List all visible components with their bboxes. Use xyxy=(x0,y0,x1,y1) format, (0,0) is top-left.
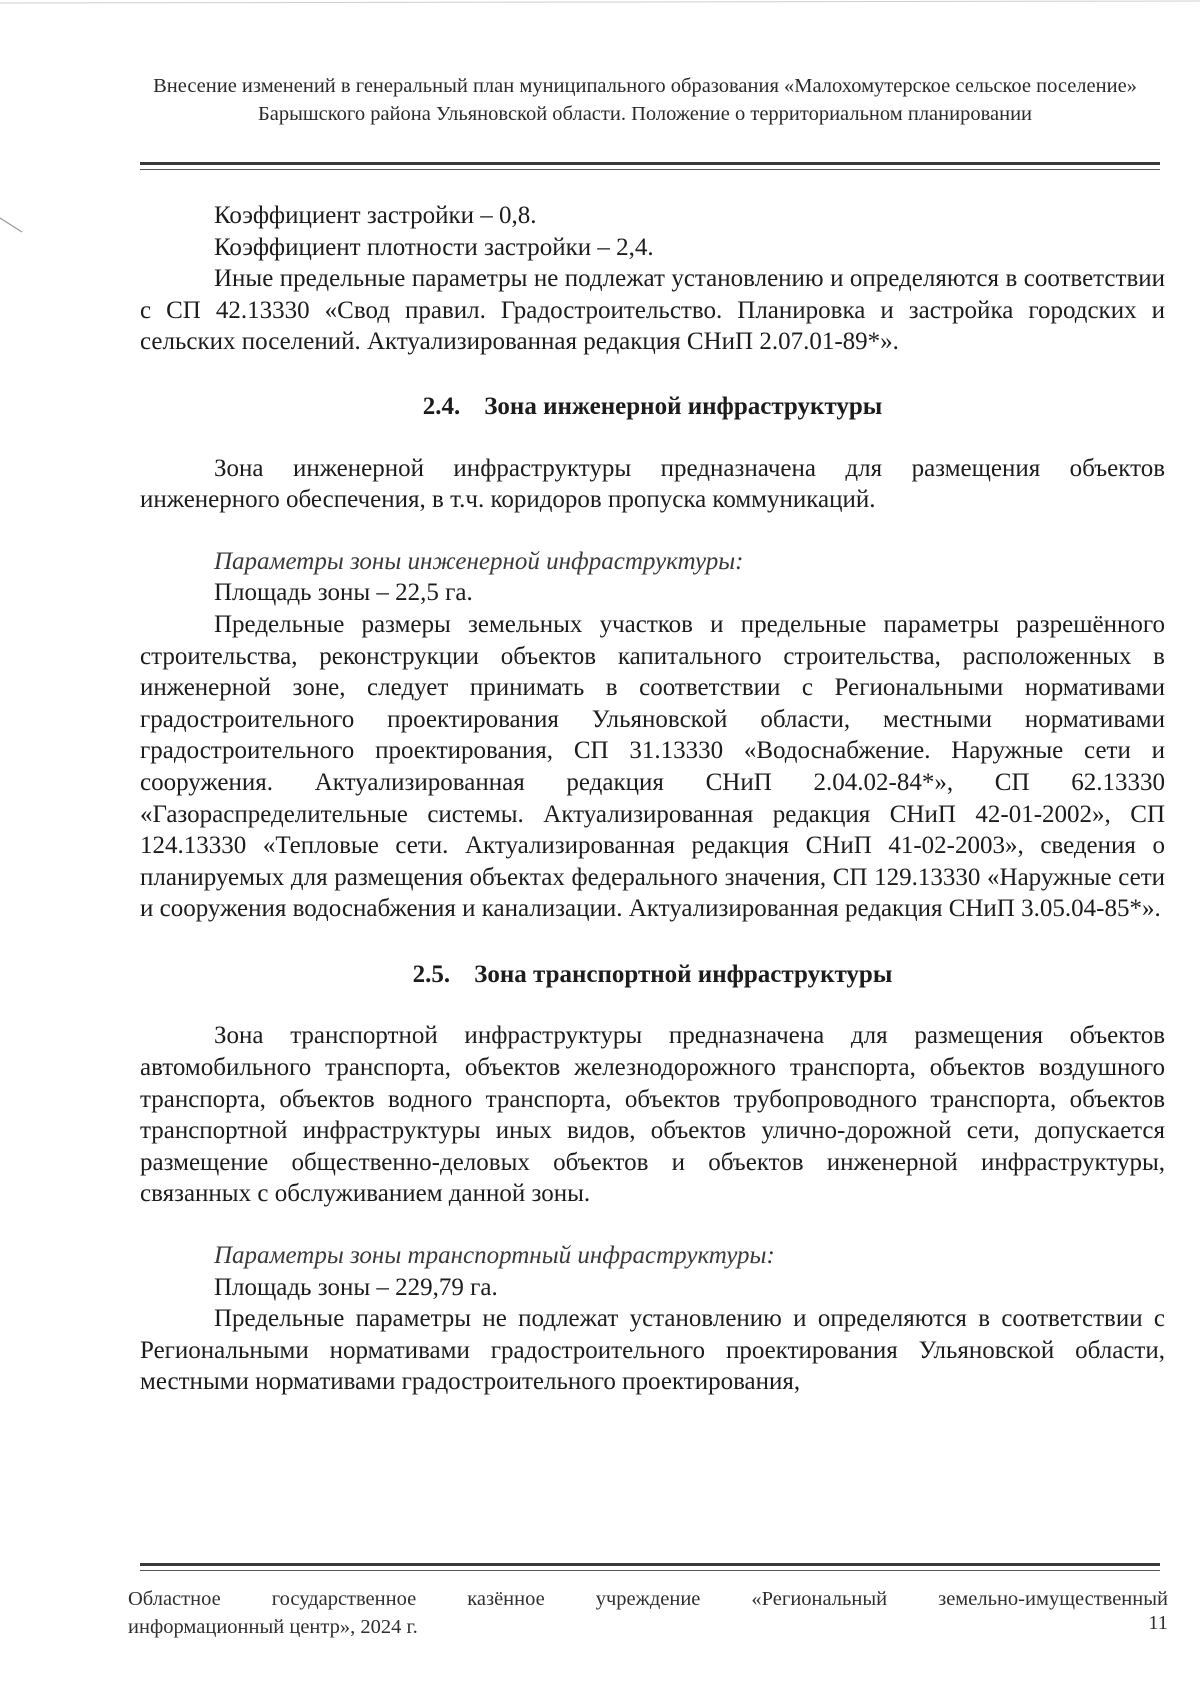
section-2-5-area: Площадь зоны – 229,79 га. xyxy=(214,1273,498,1301)
section-title: Зона инженерной инфраструктуры xyxy=(484,392,883,420)
footer-organization: Областное государственное казённое учреждение «Региональный земельно-имущественный xyxy=(128,1588,1168,1610)
footer-rule xyxy=(140,1563,1160,1571)
section-2-4-limits: Предельные размеры земельных участков и предельные параметры разрешённого строительства, реконструкции объектов капитального строительства, расположенных в инженерной зоне, следует принимать в соответствии с Региональными нормативами градостроительного проектирования Ульяновской области, местными нормативами градостроительного проектирования, СП 31.13330 «Водоснабжение. Наружные сети и сооружения. Актуализированная редакция СНиП 2.04.02-84*», СП 62.13330 «Газораспределительные системы. Актуализированная редакция СНиП 42-01-2002», СП 124.13330 «Тепловые сети. Актуализированная редакция СНиП 41-02-2003», сведения о планируемых для размещения объектах федерального значения, СП 129.13330 «Наружные сети и сооружения водоснабжения и канализации. Актуализированная редакция СНиП 3.05.04-85*». xyxy=(140,610,1165,923)
footer-organization-year: информационный центр», 2024 г. xyxy=(128,1616,418,1638)
section-heading-2-4 xyxy=(140,391,1165,423)
section-number: 2.4. xyxy=(422,392,461,420)
section-2-4-params-heading: Параметры зоны инженерной инфраструктуры: xyxy=(214,547,744,575)
section-heading-2-5 xyxy=(140,959,1165,991)
section-2-5-intro: Зона транспортной инфраструктуры предназначена для размещения объектов автомобильного транспорта, объектов железнодорожного транспорта, объектов воздушного транспорта, объектов водного транспорта, объектов трубопроводного транспорта, объектов транспортной инфраструктуры иных видов, объектов улично-дорожной сети, допускается размещение общественно-деловых объектов и объектов инженерной инфраструктуры, связанных с обслуживанием данной зоны. xyxy=(140,1022,1165,1208)
document-header: Внесение изменений в генеральный план муниципального образования «Малохомутерское сельское поселение» Барышского района Ульяновской области. Положение о территориальном планировании xyxy=(153,75,1137,125)
section-2-5-limits: Предельные параметры не подлежат установлению и определяются в соответствии с Региональными нормативами градостроительного проектирования Ульяновской области, местными нормативами градостроительного проектирования, xyxy=(140,1305,1165,1396)
section-2-4-intro: Зона инженерной инфраструктуры предназначена для размещения объектов инженерного обеспечения, в т.ч. коридоров пропуска коммуникаций. xyxy=(140,454,1165,514)
document-body xyxy=(140,200,1165,1398)
header-rule xyxy=(140,162,1160,170)
paragraph-other-parameters: Иные предельные параметры не подлежат установлению и определяются в соответствии с СП 42.13330 «Свод правил. Градостроительство. Планировка и застройка городских и сельских поселений. Актуализированная редакция СНиП 2.07.01-89*». xyxy=(140,265,1165,356)
section-2-5-params-heading: Параметры зоны транспортный инфраструктуры: xyxy=(214,1242,775,1270)
paragraph-density-ratio: Коэффициент плотности застройки – 2,4. xyxy=(214,233,654,261)
page-number: 11 xyxy=(1148,1612,1168,1634)
paragraph-building-ratio: Коэффициент застройки – 0,8. xyxy=(214,202,537,229)
document-footer xyxy=(128,1585,1168,1641)
section-number: 2.5. xyxy=(412,960,451,988)
section-2-4-area: Площадь зоны – 22,5 га. xyxy=(214,579,473,607)
section-title: Зона транспортной инфраструктуры xyxy=(474,960,893,988)
